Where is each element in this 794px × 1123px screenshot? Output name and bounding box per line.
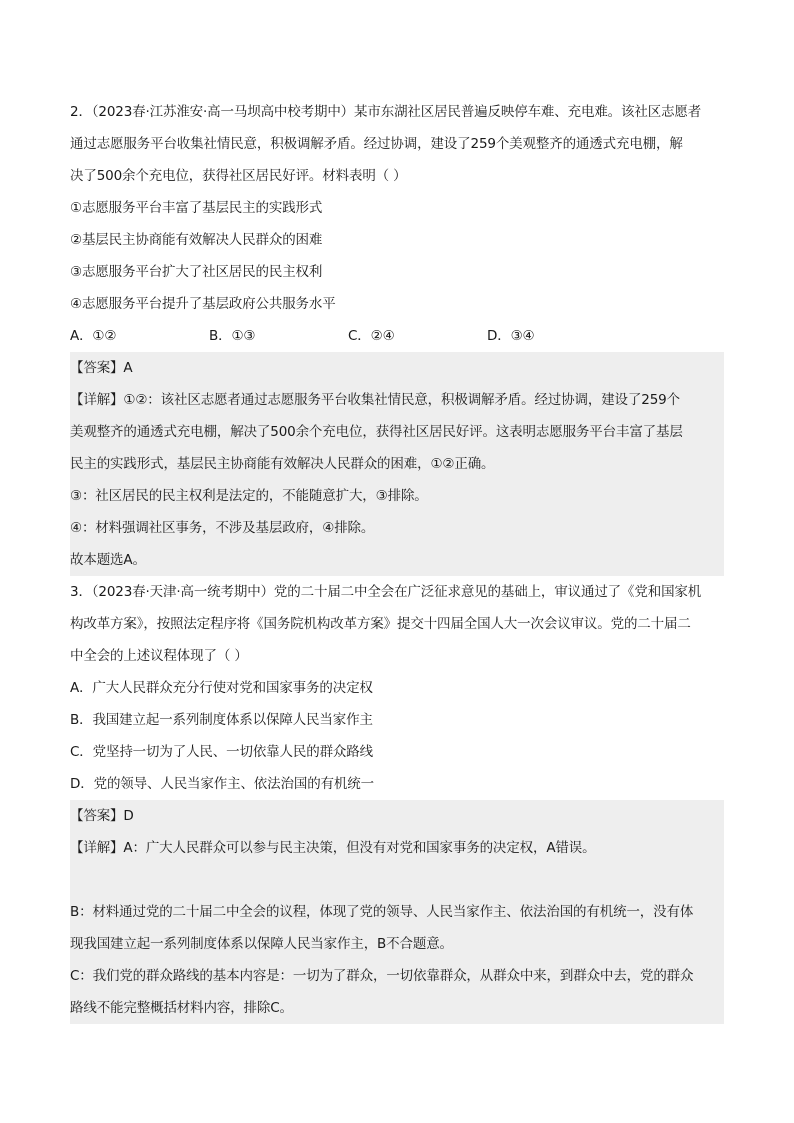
explanation-line: 【详解】①②：该社区志愿者通过志愿服务平台收集社情民意，积极调解矛盾。经过协调，建设了259个 <box>70 392 680 408</box>
option-c: C．党坚持一切为了人民、一切依靠人民的群众路线 <box>70 744 373 760</box>
explanation-line: 美观整齐的通透式充电棚，解决了500余个充电位，获得社区居民好评。这表明志愿服务平台丰富了基层 <box>70 424 683 440</box>
answer-section <box>70 800 724 1024</box>
explanation-line: ④：材料强调社区事务，不涉及基层政府，④排除。 <box>70 520 375 536</box>
option-d: D．③④ <box>487 328 535 344</box>
question-3 <box>70 576 724 1024</box>
statement-3: ③志愿服务平台扩大了社区居民的民主权利 <box>70 264 323 280</box>
question-2 <box>70 96 724 576</box>
option-c: C．②④ <box>348 328 395 344</box>
blank-line <box>70 864 724 896</box>
option-a: A．①② <box>70 328 117 344</box>
answer-section <box>70 352 724 576</box>
question-stem-line: 中全会的上述议程体现了（ ） <box>70 648 248 664</box>
question-stem-line: 3．（2023春·天津·高一统考期中）党的二十届二中全会在广泛征求意见的基础上，审议通过了《党和国家机 <box>70 584 702 600</box>
option-d: D．党的领导、人民当家作主、依法治国的有机统一 <box>70 776 374 792</box>
explanation-line: 现我国建立起一系列制度体系以保障人民当家作主，B不合题意。 <box>70 936 453 952</box>
option-b: B．我国建立起一系列制度体系以保障人民当家作主 <box>70 712 373 728</box>
explanation-line: 【详解】A：广大人民群众可以参与民主决策，但没有对党和国家事务的决定权，A错误。 <box>70 840 596 856</box>
explanation-conclusion: 故本题选A。 <box>70 552 146 568</box>
explanation-line: C：我们党的群众路线的基本内容是：一切为了群众，一切依靠群众，从群众中来，到群众中去，党的群众 <box>70 968 694 984</box>
explanation-line: 民主的实践形式，基层民主协商能有效解决人民群众的困难，①②正确。 <box>70 456 495 472</box>
explanation-line: 路线不能完整概括材料内容，排除C。 <box>70 1000 293 1016</box>
document-page <box>70 96 724 1024</box>
statement-4: ④志愿服务平台提升了基层政府公共服务水平 <box>70 296 336 312</box>
question-stem-line: 2．（2023春·江苏淮安·高一马坝高中校考期中）某市东湖社区居民普遍反映停车难、充电难。该社区志愿者 <box>70 104 702 120</box>
answer-label: 【答案】A <box>70 360 133 376</box>
explanation-line: ③：社区居民的民主权利是法定的，不能随意扩大，③排除。 <box>70 488 428 504</box>
option-b: B．①③ <box>209 328 256 344</box>
question-stem-line: 通过志愿服务平台收集社情民意，积极调解矛盾。经过协调，建设了259个美观整齐的通透式充电棚，解 <box>70 136 683 152</box>
question-stem-line: 决了500余个充电位，获得社区居民好评。材料表明（ ） <box>70 168 407 184</box>
answer-label: 【答案】D <box>70 808 134 824</box>
explanation-line: B：材料通过党的二十届二中全会的议程，体现了党的领导、人民当家作主、依法治国的有机统一，没有体 <box>70 904 694 920</box>
option-a: A．广大人民群众充分行使对党和国家事务的决定权 <box>70 680 373 696</box>
question-stem-line: 构改革方案》，按照法定程序将《国务院机构改革方案》提交十四届全国人大一次会议审议。党的二十届二 <box>70 616 691 632</box>
answer-options <box>70 320 724 352</box>
statement-1: ①志愿服务平台丰富了基层民主的实践形式 <box>70 200 323 216</box>
statement-2: ②基层民主协商能有效解决人民群众的困难 <box>70 232 323 248</box>
